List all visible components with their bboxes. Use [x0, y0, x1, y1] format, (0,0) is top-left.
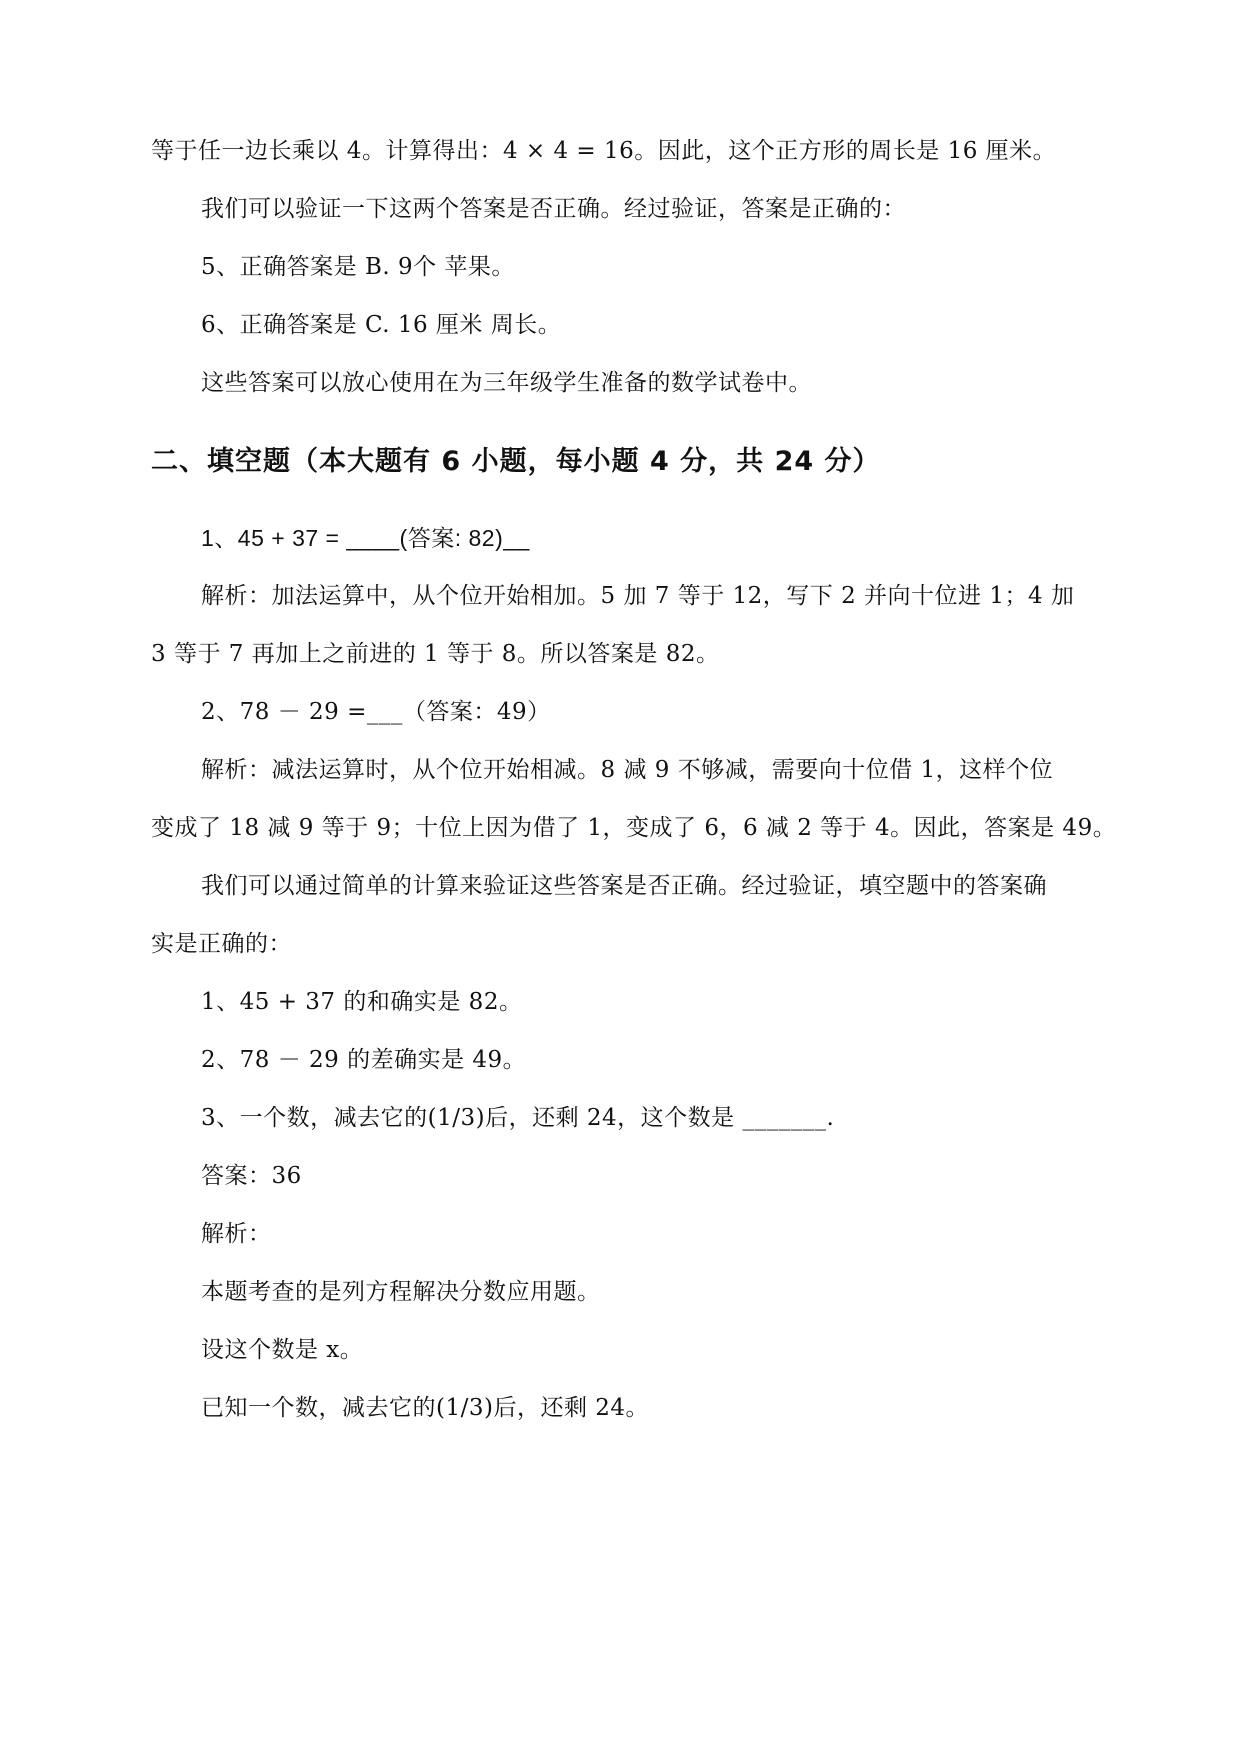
paragraph-line: 我们可以验证一下这两个答案是否正确。经过验证，答案是正确的：	[201, 196, 906, 222]
section-heading: 二、填空题（本大题有 6 小题，每小题 4 分，共 24 分）	[151, 446, 881, 477]
answer-line: 1、45 + 37 的和确实是 82。	[201, 989, 523, 1015]
paragraph-line: 设这个数是 x。	[201, 1337, 364, 1363]
paragraph-line: 本题考查的是列方程解决分数应用题。	[201, 1279, 601, 1305]
analysis-label: 解析：	[201, 1221, 272, 1247]
question-line: 2、78 － 29 =___（答案：49）	[201, 699, 551, 725]
answer-line: 2、78 － 29 的差确实是 49。	[201, 1047, 527, 1073]
answer-line: 答案：36	[201, 1163, 302, 1189]
paragraph-line: 解析：减法运算时，从个位开始相减。8 减 9 不够减，需要向十位借 1，这样个位	[201, 757, 1054, 783]
paragraph-line: 实是正确的：	[151, 931, 292, 957]
question-line: 3、一个数，减去它的(1/3)后，还剩 24，这个数是 _______.	[201, 1105, 835, 1131]
paragraph-line: 等于任一边长乘以 4。计算得出：4 × 4 = 16。因此，这个正方形的周长是 16 厘米。	[151, 138, 1057, 164]
paragraph-line: 已知一个数，减去它的(1/3)后，还剩 24。	[201, 1395, 650, 1421]
paragraph-line: 3 等于 7 再加上之前进的 1 等于 8。所以答案是 82。	[151, 641, 720, 667]
answer-line: 5、正确答案是 B. 9个 苹果。	[201, 254, 515, 280]
paragraph-line: 变成了 18 减 9 等于 9；十位上因为借了 1，变成了 6，6 减 2 等于 4。因此，答案是 49。	[151, 815, 1117, 841]
paragraph-line: 我们可以通过简单的计算来验证这些答案是否正确。经过验证，填空题中的答案确	[201, 873, 1047, 899]
answer-line: 6、正确答案是 C. 16 厘米 周长。	[201, 312, 562, 338]
paragraph-line: 解析：加法运算中，从个位开始相加。5 加 7 等于 12，写下 2 并向十位进 1；4 加	[201, 583, 1075, 609]
question-line: 1、45 + 37 = ____(答案: 82)__	[201, 525, 530, 551]
paragraph-line: 这些答案可以放心使用在为三年级学生准备的数学试卷中。	[201, 370, 812, 396]
